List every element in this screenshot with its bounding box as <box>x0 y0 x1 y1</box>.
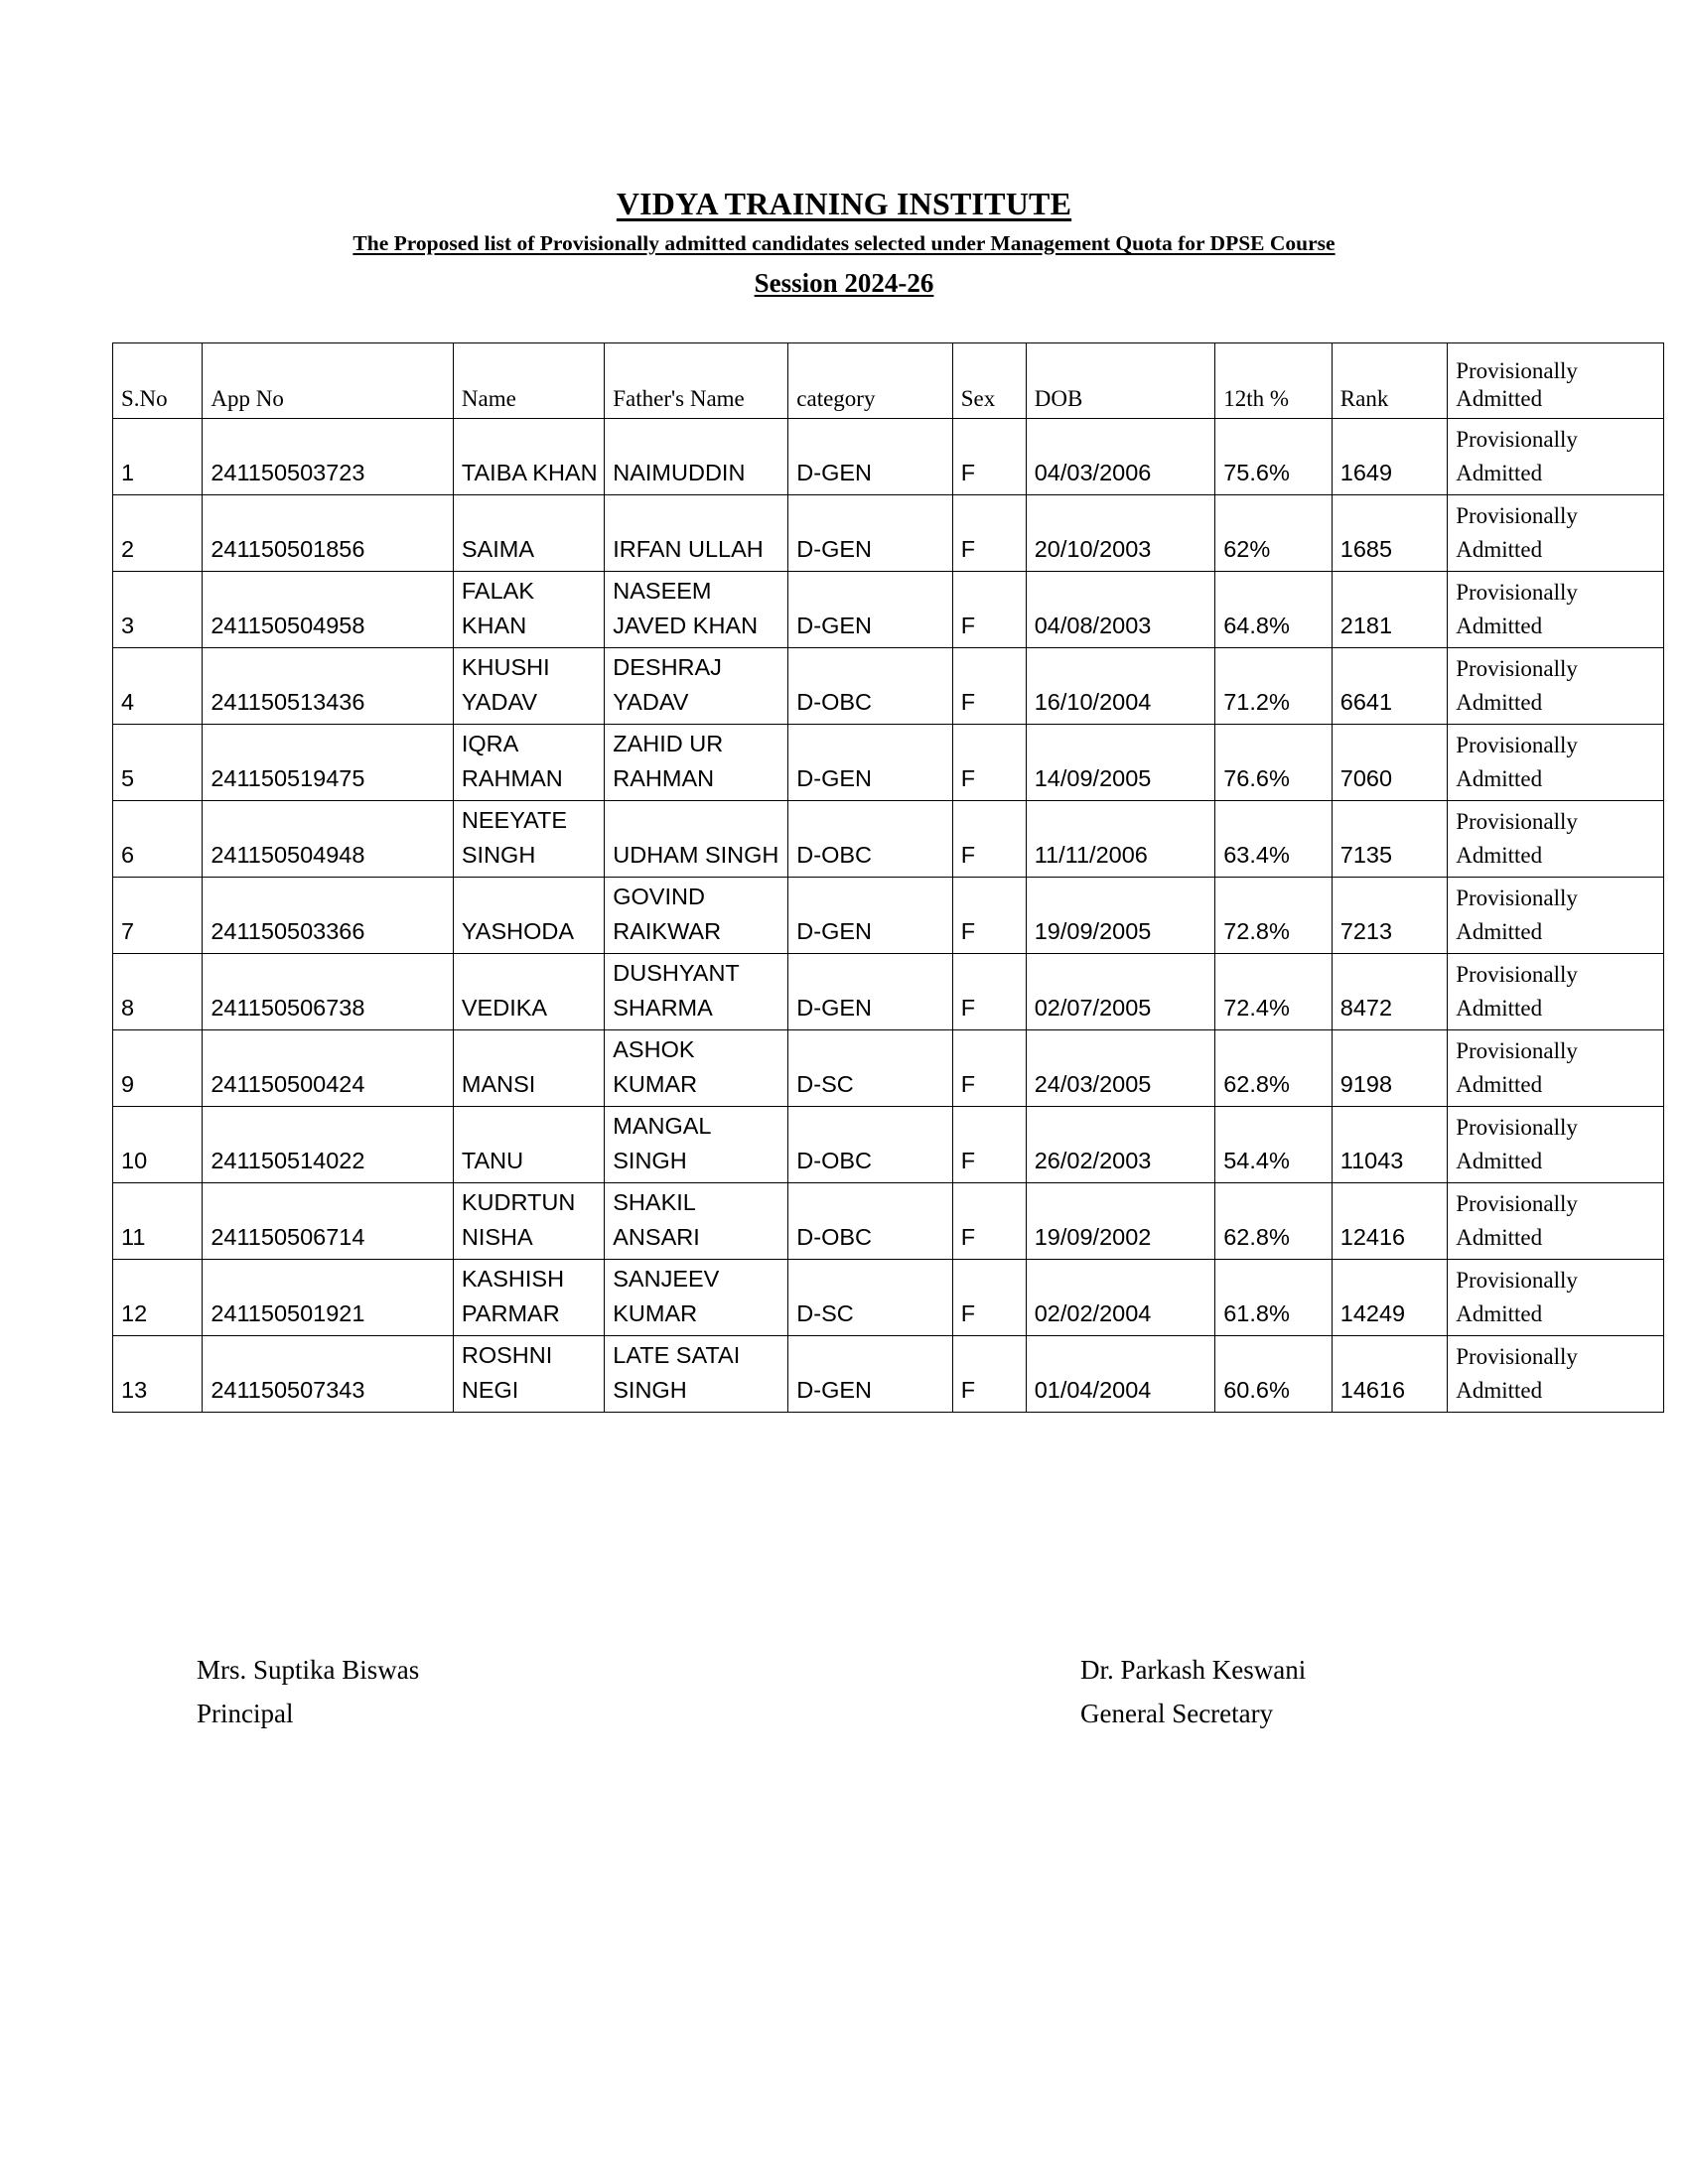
signature-right-name: Dr. Parkash Keswani <box>1080 1655 1307 1685</box>
cell-fathers-name: DUSHYANT SHARMA <box>605 954 788 1030</box>
session-title: Session 2024-26 <box>754 268 934 298</box>
cell-provisionally-admitted: Provisionally Admitted <box>1448 878 1664 954</box>
signature-right-role: General Secretary <box>1080 1699 1274 1728</box>
cell-provisionally-admitted: Provisionally Admitted <box>1448 1260 1664 1336</box>
signature-left <box>197 1648 419 1735</box>
cell-provisionally-admitted: Provisionally Admitted <box>1448 1336 1664 1413</box>
cell-percent-12th: 72.8% <box>1215 878 1333 954</box>
cell-sex: F <box>952 801 1026 878</box>
cell-name: SAIMA <box>453 495 604 572</box>
cell-app-no: 241150507343 <box>203 1336 454 1413</box>
cell-fathers-name: DESHRAJ YADAV <box>605 648 788 725</box>
cell-sex: F <box>952 1030 1026 1107</box>
column-header-category: category <box>788 343 952 419</box>
table-row <box>113 801 1664 878</box>
cell-provisionally-admitted: Provisionally Admitted <box>1448 1183 1664 1260</box>
cell-percent-12th: 76.6% <box>1215 725 1333 801</box>
cell-sex: F <box>952 572 1026 648</box>
cell-app-no: 241150501856 <box>203 495 454 572</box>
cell-fathers-name: NASEEM JAVED KHAN <box>605 572 788 648</box>
cell-sno: 11 <box>113 1183 203 1260</box>
cell-sex: F <box>952 495 1026 572</box>
cell-sex: F <box>952 725 1026 801</box>
cell-rank: 8472 <box>1332 954 1447 1030</box>
cell-sno: 4 <box>113 648 203 725</box>
institute-title: VIDYA TRAINING INSTITUTE <box>616 186 1072 221</box>
cell-dob: 19/09/2005 <box>1026 878 1214 954</box>
cell-provisionally-admitted: Provisionally Admitted <box>1448 648 1664 725</box>
cell-app-no: 241150504958 <box>203 572 454 648</box>
cell-fathers-name: SANJEEV KUMAR <box>605 1260 788 1336</box>
cell-provisionally-admitted: Provisionally Admitted <box>1448 495 1664 572</box>
cell-rank: 2181 <box>1332 572 1447 648</box>
document-subtitle: The Proposed list of Provisionally admitted candidates selected under Management Quota for DPSE Course <box>352 231 1336 255</box>
cell-fathers-name: MANGAL SINGH <box>605 1107 788 1183</box>
cell-rank: 7060 <box>1332 725 1447 801</box>
cell-percent-12th: 62% <box>1215 495 1333 572</box>
cell-percent-12th: 71.2% <box>1215 648 1333 725</box>
column-header-sno: S.No <box>113 343 203 419</box>
cell-fathers-name: LATE SATAI SINGH <box>605 1336 788 1413</box>
cell-app-no: 241150506738 <box>203 954 454 1030</box>
cell-name: KASHISH PARMAR <box>453 1260 604 1336</box>
cell-sno: 12 <box>113 1260 203 1336</box>
column-header-percent-12th: 12th % <box>1215 343 1333 419</box>
cell-category: D-GEN <box>788 725 952 801</box>
cell-sex: F <box>952 954 1026 1030</box>
cell-app-no: 241150514022 <box>203 1107 454 1183</box>
cell-name: TANU <box>453 1107 604 1183</box>
cell-dob: 04/08/2003 <box>1026 572 1214 648</box>
cell-dob: 02/02/2004 <box>1026 1260 1214 1336</box>
cell-name: KUDRTUN NISHA <box>453 1183 604 1260</box>
column-header-sex: Sex <box>952 343 1026 419</box>
cell-fathers-name: UDHAM SINGH <box>605 801 788 878</box>
cell-name: VEDIKA <box>453 954 604 1030</box>
cell-rank: 14249 <box>1332 1260 1447 1336</box>
column-header-name: Name <box>453 343 604 419</box>
cell-rank: 7135 <box>1332 801 1447 878</box>
cell-sex: F <box>952 1183 1026 1260</box>
cell-provisionally-admitted: Provisionally Admitted <box>1448 801 1664 878</box>
cell-sex: F <box>952 648 1026 725</box>
cell-category: D-SC <box>788 1260 952 1336</box>
cell-name: YASHODA <box>453 878 604 954</box>
cell-rank: 1685 <box>1332 495 1447 572</box>
cell-sno: 6 <box>113 801 203 878</box>
table-row <box>113 1260 1664 1336</box>
table-row <box>113 1030 1664 1107</box>
cell-percent-12th: 72.4% <box>1215 954 1333 1030</box>
cell-app-no: 241150501921 <box>203 1260 454 1336</box>
cell-dob: 04/03/2006 <box>1026 419 1214 495</box>
cell-percent-12th: 62.8% <box>1215 1030 1333 1107</box>
cell-app-no: 241150500424 <box>203 1030 454 1107</box>
cell-sno: 10 <box>113 1107 203 1183</box>
cell-fathers-name: ZAHID UR RAHMAN <box>605 725 788 801</box>
cell-category: D-GEN <box>788 954 952 1030</box>
cell-name: IQRA RAHMAN <box>453 725 604 801</box>
cell-category: D-GEN <box>788 572 952 648</box>
cell-provisionally-admitted: Provisionally Admitted <box>1448 1107 1664 1183</box>
column-header-fathers-name: Father's Name <box>605 343 788 419</box>
cell-category: D-GEN <box>788 1336 952 1413</box>
cell-dob: 01/04/2004 <box>1026 1336 1214 1413</box>
table-row <box>113 1336 1664 1413</box>
cell-sex: F <box>952 1336 1026 1413</box>
cell-category: D-OBC <box>788 801 952 878</box>
cell-percent-12th: 62.8% <box>1215 1183 1333 1260</box>
cell-rank: 12416 <box>1332 1183 1447 1260</box>
candidates-table <box>112 342 1664 1413</box>
cell-app-no: 241150503366 <box>203 878 454 954</box>
cell-dob: 26/02/2003 <box>1026 1107 1214 1183</box>
cell-sex: F <box>952 878 1026 954</box>
candidates-table-container <box>112 342 1664 1413</box>
cell-app-no: 241150513436 <box>203 648 454 725</box>
table-header-row <box>113 343 1664 419</box>
cell-provisionally-admitted: Provisionally Admitted <box>1448 954 1664 1030</box>
cell-sno: 7 <box>113 878 203 954</box>
cell-sno: 5 <box>113 725 203 801</box>
cell-name: KHUSHI YADAV <box>453 648 604 725</box>
cell-percent-12th: 61.8% <box>1215 1260 1333 1336</box>
cell-fathers-name: ASHOK KUMAR <box>605 1030 788 1107</box>
column-header-app-no: App No <box>203 343 454 419</box>
cell-name: MANSI <box>453 1030 604 1107</box>
cell-name: TAIBA KHAN <box>453 419 604 495</box>
cell-category: D-GEN <box>788 419 952 495</box>
table-row <box>113 419 1664 495</box>
cell-sno: 13 <box>113 1336 203 1413</box>
cell-rank: 11043 <box>1332 1107 1447 1183</box>
cell-app-no: 241150506714 <box>203 1183 454 1260</box>
cell-category: D-SC <box>788 1030 952 1107</box>
cell-fathers-name: SHAKIL ANSARI <box>605 1183 788 1260</box>
cell-percent-12th: 75.6% <box>1215 419 1333 495</box>
cell-dob: 02/07/2005 <box>1026 954 1214 1030</box>
cell-rank: 14616 <box>1332 1336 1447 1413</box>
cell-sno: 9 <box>113 1030 203 1107</box>
cell-fathers-name: GOVIND RAIKWAR <box>605 878 788 954</box>
column-header-dob: DOB <box>1026 343 1214 419</box>
cell-dob: 24/03/2005 <box>1026 1030 1214 1107</box>
cell-app-no: 241150504948 <box>203 801 454 878</box>
cell-rank: 1649 <box>1332 419 1447 495</box>
table-row <box>113 495 1664 572</box>
cell-sno: 1 <box>113 419 203 495</box>
cell-provisionally-admitted: Provisionally Admitted <box>1448 572 1664 648</box>
cell-sex: F <box>952 419 1026 495</box>
cell-name: ROSHNI NEGI <box>453 1336 604 1413</box>
cell-sno: 8 <box>113 954 203 1030</box>
cell-category: D-GEN <box>788 495 952 572</box>
cell-category: D-GEN <box>788 878 952 954</box>
cell-sex: F <box>952 1260 1026 1336</box>
cell-percent-12th: 54.4% <box>1215 1107 1333 1183</box>
cell-dob: 19/09/2002 <box>1026 1183 1214 1260</box>
cell-app-no: 241150519475 <box>203 725 454 801</box>
table-row <box>113 725 1664 801</box>
cell-percent-12th: 63.4% <box>1215 801 1333 878</box>
column-header-provisionally-admitted: Provisionally Admitted <box>1448 343 1664 419</box>
cell-sex: F <box>952 1107 1026 1183</box>
cell-fathers-name: IRFAN ULLAH <box>605 495 788 572</box>
cell-dob: 11/11/2006 <box>1026 801 1214 878</box>
cell-dob: 20/10/2003 <box>1026 495 1214 572</box>
document-header <box>0 185 1688 300</box>
cell-provisionally-admitted: Provisionally Admitted <box>1448 1030 1664 1107</box>
cell-fathers-name: NAIMUDDIN <box>605 419 788 495</box>
cell-rank: 9198 <box>1332 1030 1447 1107</box>
cell-app-no: 241150503723 <box>203 419 454 495</box>
cell-percent-12th: 60.6% <box>1215 1336 1333 1413</box>
cell-percent-12th: 64.8% <box>1215 572 1333 648</box>
cell-dob: 16/10/2004 <box>1026 648 1214 725</box>
cell-category: D-OBC <box>788 1183 952 1260</box>
cell-provisionally-admitted: Provisionally Admitted <box>1448 725 1664 801</box>
cell-name: NEEYATE SINGH <box>453 801 604 878</box>
table-row <box>113 648 1664 725</box>
cell-name: FALAK KHAN <box>453 572 604 648</box>
signature-left-name: Mrs. Suptika Biswas <box>197 1655 420 1685</box>
cell-sno: 3 <box>113 572 203 648</box>
table-row <box>113 572 1664 648</box>
cell-sno: 2 <box>113 495 203 572</box>
cell-rank: 6641 <box>1332 648 1447 725</box>
signature-right <box>1080 1648 1306 1735</box>
cell-rank: 7213 <box>1332 878 1447 954</box>
table-row <box>113 1183 1664 1260</box>
table-row <box>113 954 1664 1030</box>
table-row <box>113 878 1664 954</box>
cell-category: D-OBC <box>788 648 952 725</box>
signature-left-role: Principal <box>197 1699 294 1728</box>
table-row <box>113 1107 1664 1183</box>
cell-dob: 14/09/2005 <box>1026 725 1214 801</box>
cell-category: D-OBC <box>788 1107 952 1183</box>
cell-provisionally-admitted: Provisionally Admitted <box>1448 419 1664 495</box>
column-header-rank: Rank <box>1332 343 1447 419</box>
table-body <box>113 419 1664 1413</box>
